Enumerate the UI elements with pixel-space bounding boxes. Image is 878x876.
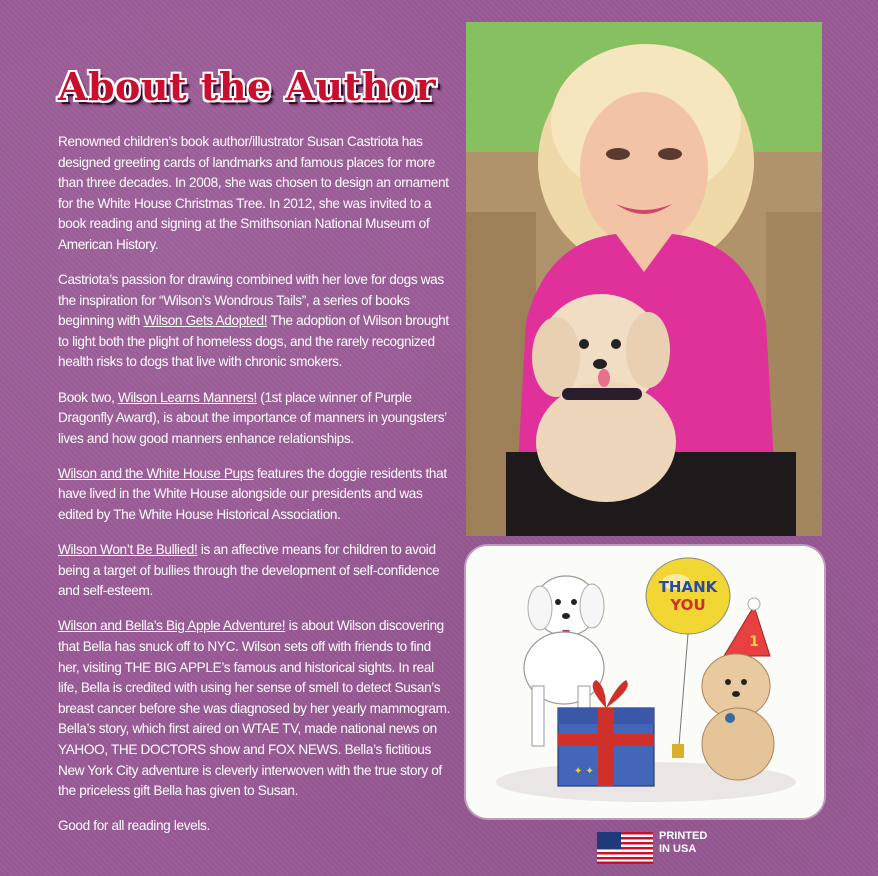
author-photo <box>466 22 822 536</box>
page-title: About the Author <box>58 64 437 109</box>
party-hat-number: 1 <box>749 634 759 650</box>
svg-text:✦ ✦: ✦ ✦ <box>574 766 594 777</box>
book-title-white-house-pups: Wilson and the White House Pups <box>58 465 254 481</box>
book-title-wilson-gets-adopted: Wilson Gets Adopted! <box>143 313 268 329</box>
bio-paragraph-3: Book two, Wilson Learns Manners! (1st place winner of Purple Dragonfly Award), is about the importance of manners in youngsters’ lives and how good manners enhance relationships. <box>58 389 447 446</box>
bio-paragraph-6: Wilson and Bella’s Big Apple Adventure! is about Wilson discovering that Bella has snuck off to NYC. Wilson sets off with friends to find her, visiting THE BIG APPLE’s famous and historical sights. In real life, Bella is credited with using her sense of smell to detect Susan’s breast cancer before she was diagnosed by her yearly mammogram. Bella’s story, which first aired on WTAE TV, made national news on YAHOO, THE DOCTORS show and FOX NEWS. Bella’s fictitious New York City adventure is cleverly interwoven with the true story of the priceless gift Bella has given to Susan. <box>58 618 451 799</box>
printed-in-usa <box>597 830 737 866</box>
bio-paragraph-2: Castriota’s passion for drawing combined with her love for dogs was the inspiration for “Wilson’s Wondrous Tails”, a series of books beginning with Wilson Gets Adopted! The adoption of Wilson brought to light both the plight of homeless dogs, and the rarely recognized health risks to dogs that live with chronic smokers. <box>58 272 449 370</box>
printed-line1: PRINTED <box>659 830 708 842</box>
book-title-wont-be-bullied: Wilson Won’t Be Bullied! <box>58 542 198 558</box>
bio-paragraph-7: Good for all reading levels. <box>58 818 210 834</box>
book-title-wilson-learns-manners: Wilson Learns Manners! <box>117 389 257 405</box>
balloon-text-line1: THANK <box>658 578 718 596</box>
bio-paragraph-5: Wilson Won’t Be Bullied! is an affective means for children to avoid being a target of bullies through the development of self-confidence and self-esteem. <box>58 542 440 599</box>
printed-line2: IN USA <box>659 843 697 855</box>
dogs-illustration <box>466 546 824 818</box>
bio-paragraph-4: Wilson and the White House Pups features the doggie residents that have lived in the White House alongside our presidents and was edited by The White House Historical Association. <box>58 465 447 522</box>
us-flag-icon <box>597 832 653 864</box>
author-photo-image <box>466 22 822 536</box>
illustration-card <box>466 546 824 818</box>
printed-label <box>659 830 729 856</box>
bio-paragraph-1: Renowned children’s book author/illustrator Susan Castriota has designed greeting cards of landmarks and famous places for more than three decades. In 2008, she was chosen to design an ornament for the White House Christmas Tree. In 2012, she was invited to a book reading and signing at the Smithsonian National Museum of American History. <box>58 134 449 252</box>
balloon-text-line2: YOU <box>670 596 706 614</box>
author-bio <box>58 132 450 851</box>
book-title-big-apple-adventure: Wilson and Bella’s Big Apple Adventure! <box>58 618 286 634</box>
